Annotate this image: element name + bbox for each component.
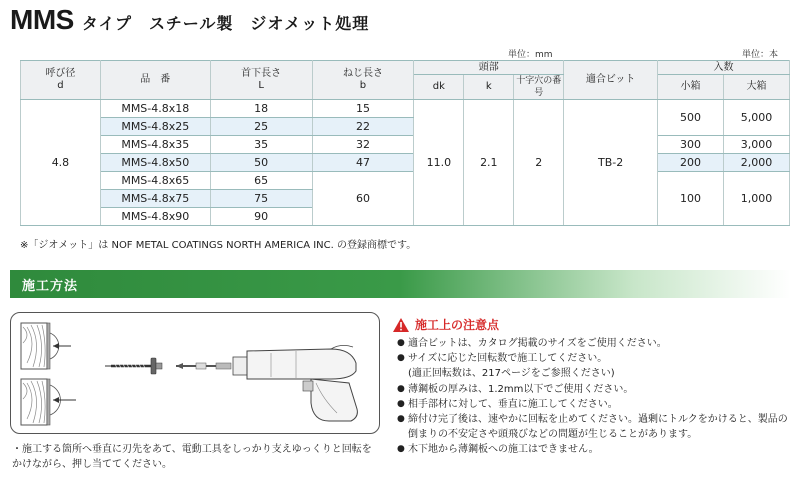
cell-diameter: 4.8 [21,100,101,226]
header-k: k [464,75,514,100]
section-header [10,270,790,298]
cell-part: MMS-4.8x35 [100,136,210,154]
cell-thread: 15 [312,100,414,118]
cell-length: 18 [210,100,312,118]
cell-length: 50 [210,154,312,172]
section-title: 施工方法 [22,279,79,294]
spec-table [20,60,790,226]
caution-title: 施工上の注意点 [415,318,500,332]
cell-recess: 2 [514,100,564,226]
installation-diagram [11,313,380,434]
table-row [21,172,790,190]
caution-list [397,336,797,458]
cell-small-box: 200 [658,154,724,172]
cell-thread: 47 [312,154,414,172]
cell-part: MMS-4.8x50 [100,154,210,172]
list-item: ● 締付け完了後は、速やかに回転を止めてください。過剰にトルクをかけると、製品の [397,412,797,427]
header-large-box: 大箱 [723,75,789,100]
cell-length: 75 [210,190,312,208]
list-item: ● 木下地から薄鋼板への施工はできません。 [397,442,797,457]
cell-thread: 60 [312,172,414,226]
header-thread: ねじ長さ b [312,61,414,100]
cell-k: 2.1 [464,100,514,226]
cell-part: MMS-4.8x25 [100,118,210,136]
power-drill-icon [233,345,357,421]
cell-small-box: 100 [658,172,724,226]
cell-large-box: 2,000 [723,154,789,172]
header-head: 頭部 [414,61,564,75]
cell-small-box: 300 [658,136,724,154]
cell-length: 65 [210,172,312,190]
header-recess: 十字穴の番号 [514,75,564,100]
cell-dk: 11.0 [414,100,464,226]
cell-thread: 22 [312,118,414,136]
cell-part: MMS-4.8x90 [100,208,210,226]
screw-icon [105,358,162,374]
header-diameter: 呼び径 d [21,61,101,100]
cell-large-box: 5,000 [723,100,789,136]
header-qty: 入数 [658,61,790,75]
cell-part: MMS-4.8x75 [100,190,210,208]
warning-icon [393,318,409,332]
table-row [21,100,790,118]
cell-large-box: 3,000 [723,136,789,154]
wood-block-bottom-icon [21,379,76,425]
method-description: ・施工する箇所へ垂直に刃先をあて、電動工具をしっかり支えゆっくりと回転をかけながら、押し当ててください。 [12,444,372,470]
cell-length: 35 [210,136,312,154]
model-name: MMS [10,4,74,35]
header-dk: dk [414,75,464,100]
list-item: ● 相手部材に対して、垂直に施工してください。 [397,397,797,412]
table-row [21,154,790,172]
cell-part: MMS-4.8x65 [100,172,210,190]
list-item: ● 薄鋼板の厚みは、1.2mm以下でご使用ください。 [397,382,797,397]
unit-mm-label: 単位：mm [508,50,553,60]
installation-illustration [10,312,380,434]
cell-bit: TB-2 [564,100,658,226]
list-item: 倒まりの不安定さや頭飛びなどの問題が生じることがあります。 [408,429,698,441]
list-item: ● サイズに応じた回転数で施工してください。 [397,351,797,366]
list-item: (適正回転数は、217ページをご参照ください) [408,368,615,380]
cell-large-box: 1,000 [723,172,789,226]
list-item: ● 適合ビットは、カタログ掲載のサイズをご使用ください。 [397,336,797,351]
bit-icon [176,363,231,369]
cell-small-box: 500 [658,100,724,136]
cell-length: 90 [210,208,312,226]
page-title [10,4,369,44]
header-bit: 適合ビット [564,61,658,100]
cell-part: MMS-4.8x18 [100,100,210,118]
model-subtitle: タイプ スチール製 ジオメット処理 [81,14,370,33]
header-part: 品 番 [100,61,210,100]
cell-thread: 32 [312,136,414,154]
header-small-box: 小箱 [658,75,724,100]
unit-pcs-label: 単位：本 [742,50,779,60]
trademark-footnote: ※「ジオメット」は NOF METAL COATINGS NORTH AMERICA INC. の登録商標です。 [20,240,417,251]
table-row [21,136,790,154]
caution-heading [393,316,499,333]
cell-length: 25 [210,118,312,136]
header-length: 首下長さ L [210,61,312,100]
wood-block-top-icon [21,323,71,369]
